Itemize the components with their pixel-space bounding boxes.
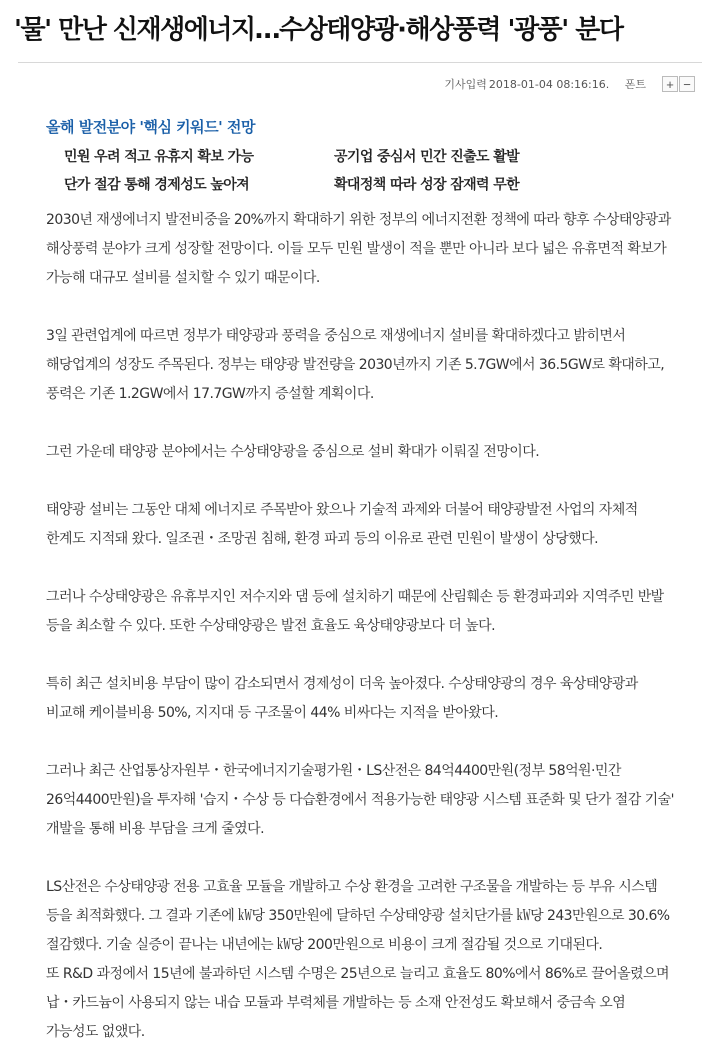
article-meta <box>444 76 646 94</box>
article-paragraph: 3일 관련업계에 따르면 정부가 태양광과 풍력을 중심으로 재생에너지 설비를 확대하겠다고 밝히면서 해당업계의 성장도 주목된다. 정부는 태양광 발전량을 2030년까지 기존 5.7GW에서 36.5GW로 확대하고, 풍력은 기존 1.2GW에서 17.7GW까지 증설할 계획이다. <box>46 328 665 402</box>
article-paragraph: 2030년 재생에너지 발전비중을 20%까지 확대하기 위한 정부의 에너지전환 정책에 따라 향후 수상태양광과 해상풍력 분야가 크게 성장할 전망이다. 이들 모두 민원 발생이 적을 뿐만 아니라 보다 넓은 유휴면적 확보가 가능해 대규모 설비를 설치할 수 있기 때문이다. <box>46 212 671 286</box>
font-size-label: 폰트 <box>624 78 646 91</box>
summary-item: 민원 우려 적고 유휴지 확보 가능 <box>64 149 254 165</box>
article-body <box>46 206 676 1047</box>
summary-item: 공기업 중심서 민간 진출도 활발 <box>334 149 520 165</box>
article-paragraph: 태양광 설비는 그동안 대체 에너지로 주목받아 왔으나 기술적 과제와 더불어 태양광발전 사업의 자체적 한계도 지적돼 왔다. 일조권・조망권 침해, 환경 파괴 등의 이유로 관련 민원이 발생이 상당했다. <box>46 502 638 547</box>
article-paragraph: 특히 최근 설치비용 부담이 많이 감소되면서 경제성이 더욱 높아졌다. 수상태양광의 경우 육상태양광과 비교해 케이블비용 50%, 지지대 등 구조물이 44% 비싸다는 지적을 받아왔다. <box>46 676 638 721</box>
headline-divider <box>18 62 702 63</box>
publish-datetime: 2018-01-04 08:16:16. <box>488 78 610 91</box>
publish-label: 기사입력 <box>444 78 487 91</box>
article-paragraph: LS산전은 수상태양광 전용 고효율 모듈을 개발하고 수상 환경을 고려한 구조물을 개발하는 등 부유 시스템 등을 최적화했다. 그 결과 기존에 ㎾당 350만원에 달하던 수상태양광 설치단가를 ㎾당 243만원으로 30.6% 절감했다. 기술 실증이 끝나는 내년에는 ㎾당 200만원으로 비용이 크게 절감될 것으로 기대된다. <box>46 879 670 953</box>
article-paragraph: 또 R&D 과정에서 15년에 불과하던 시스템 수명은 25년으로 늘리고 효율도 80%에서 86%로 끌어올렸으며 납・카드늄이 사용되지 않는 내습 모듈과 부력체를 개발하는 등 소재 안전성도 확보해서 중금속 오염 가능성도 없앴다. <box>46 966 670 1040</box>
article-paragraph: 그런 가운데 태양광 분야에서는 수상태양광을 중심으로 설비 확대가 이뤄질 전망이다. <box>46 444 540 460</box>
article-headline: '물' 만난 신재생에너지…수상태양광·해상풍력 '광풍' 분다 <box>14 15 623 45</box>
article-paragraph: 그러나 수상태양광은 유휴부지인 저수지와 댐 등에 설치하기 때문에 산림훼손 등 환경파괴와 지역주민 반발 등을 최소할 수 있다. 또한 수상태양광은 발전 효율도 육상태양광보다 더 높다. <box>46 589 664 634</box>
font-increase-button[interactable]: + <box>662 76 678 92</box>
font-decrease-button[interactable]: − <box>679 76 695 92</box>
article-paragraph: 그러나 최근 산업통상자원부・한국에너지기술평가원・LS산전은 84억4400만원(정부 58억원·민간 26억4400만원)을 투자해 '습지・수상 등 다습환경에서 적용가능한 태양광 시스템 표준화 및 단가 절감 기술' 개발을 통해 비용 부담을 크게 줄였다. <box>46 763 674 837</box>
summary-heading: 올해 발전분야 '핵심 키워드' 전망 <box>46 118 255 136</box>
summary-item: 단가 절감 통해 경제성도 높아져 <box>64 177 250 193</box>
summary-item: 확대정책 따라 성장 잠재력 무한 <box>334 177 520 193</box>
